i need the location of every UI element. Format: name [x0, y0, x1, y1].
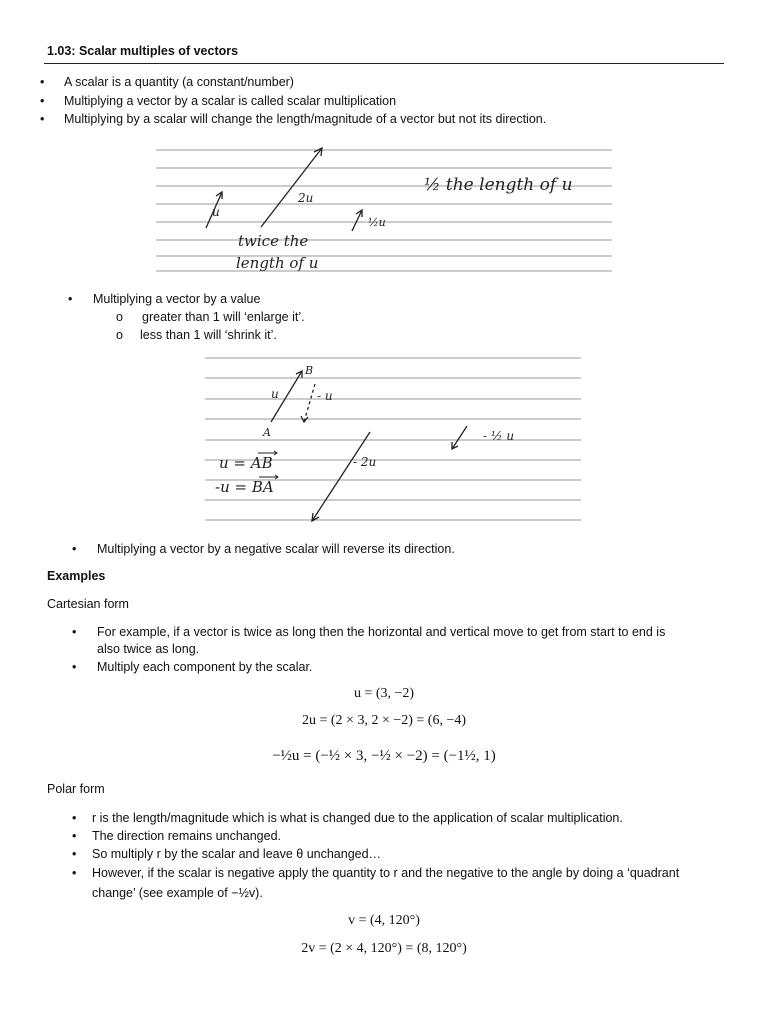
page-title: 1.03: Scalar multiples of vectors — [47, 44, 239, 58]
polar-bullet-2: The direction remains unchanged. — [92, 829, 282, 843]
polar-equation-2: 2v = (2 × 4, 120°) = (8, 120°) — [301, 941, 467, 956]
cartesian-equation-3: −½u = (−½ × 3, −½ × −2) = (−1½, 1) — [272, 748, 496, 764]
bullet-marker: • — [72, 829, 77, 843]
intro-bullet-2: Multiplying a vector by a scalar is called scalar multiplication — [64, 94, 397, 108]
polar-heading: Polar form — [47, 782, 105, 796]
label-half-u: ½u — [368, 216, 386, 229]
sub-marker: o — [116, 310, 123, 324]
intro-bullet-3: Multiplying by a scalar will change the length/magnitude of a vector but not its direction. — [64, 112, 547, 126]
label-u: u — [271, 387, 279, 401]
value-sub-2: less than 1 will ‘shrink it’. — [140, 328, 277, 342]
intro-bullet-1: A scalar is a quantity (a constant/number) — [64, 75, 294, 89]
cartesian-equation-1: u = (3, −2) — [353, 686, 415, 701]
note-half-length: ½ the length of u — [424, 175, 573, 195]
sketch-scalar-lengths — [156, 140, 612, 276]
bullet-marker: • — [68, 292, 73, 306]
polar-bullet-3: So multiply r by the scalar and leave θ unchanged… — [92, 847, 382, 861]
polar-bullet-4: However, if the scalar is negative apply the quantity to r and the negative to the angle by doing a ‘quadrant — [92, 866, 680, 880]
sketch-negative-vectors — [205, 352, 581, 534]
negative-bullet: Multiplying a vector by a negative scalar will reverse its direction. — [97, 542, 455, 556]
bullet-marker: • — [72, 847, 77, 861]
equation-neg-u-BA: -u = BA — [215, 478, 274, 496]
bullet-marker: • — [40, 75, 45, 89]
polar-bullet-4-cont: change’ (see example of −½v). — [92, 886, 263, 900]
cartesian-heading: Cartesian form — [47, 597, 129, 611]
bullet-marker: • — [72, 542, 77, 556]
note-twice-1: twice the — [238, 232, 309, 250]
label-neg-u: - u — [317, 389, 333, 403]
cartesian-equation-2: 2u = (2 × 3, 2 × −2) = (6, −4) — [301, 713, 467, 728]
value-sub-1: greater than 1 will ‘enlarge it’. — [142, 310, 305, 324]
value-bullet: Multiplying a vector by a value — [93, 292, 261, 306]
bullet-marker: • — [72, 660, 77, 674]
label-A: A — [263, 426, 271, 439]
bullet-marker: • — [72, 625, 77, 639]
title-rule — [44, 63, 724, 64]
bullet-marker: • — [72, 866, 77, 880]
label-2u: 2u — [298, 191, 314, 205]
equation-u-AB: u = AB — [219, 454, 273, 472]
bullet-marker: • — [40, 94, 45, 108]
cartesian-bullet-1: For example, if a vector is twice as long then the horizontal and vertical move to get from start to end is — [97, 625, 666, 639]
label-neg-2u: - 2u — [353, 455, 377, 469]
label-u: u — [212, 205, 220, 219]
examples-heading: Examples — [47, 569, 106, 583]
cartesian-bullet-1-cont: also twice as long. — [97, 642, 200, 656]
bullet-marker: • — [40, 112, 45, 126]
polar-equation-1: v = (4, 120°) — [348, 913, 420, 928]
note-twice-2: length of u — [236, 254, 319, 272]
label-B: B — [305, 364, 314, 377]
cartesian-bullet-2: Multiply each component by the scalar. — [97, 660, 313, 674]
sub-marker: o — [116, 328, 123, 342]
label-neg-half-u: - ½ u — [483, 429, 515, 443]
polar-bullet-1: r is the length/magnitude which is what is changed due to the application of scalar multiplication. — [92, 811, 623, 825]
bullet-marker: • — [72, 811, 77, 825]
